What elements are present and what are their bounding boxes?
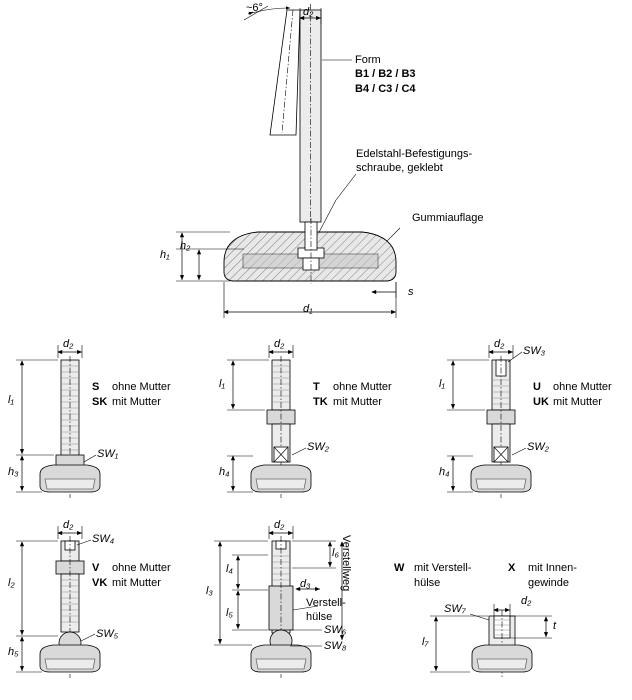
screw-note-line-2: schraube, geklebt [356,162,443,174]
v2-code-t-text: ohne Mutter [333,381,392,393]
screw-note-line-1: Edelstahl-Befestigungs- [356,148,473,160]
v1-l1-label: l₁ [8,394,14,406]
v2-code-tk: TK [313,396,328,408]
v5-l4-label: l₄ [226,563,233,575]
form-caption: Form [355,54,381,66]
h1-label: h₁ [160,249,170,261]
v3-d2-label: d₂ [494,338,505,350]
v1-code-sk: SK [92,396,108,408]
v4-code-v: V [92,562,100,574]
v1-code-s: S [92,381,100,393]
v5-l5-label: l₅ [226,607,233,619]
v6-code-x: X [508,562,516,574]
angle-label: ~6° [246,2,263,14]
v1-sw1-label: SW₁ [97,448,119,460]
d2-label-top: d₂ [303,6,314,18]
v5-d3-label: d₃ [300,578,311,590]
v2-code-tk-text: mit Mutter [333,396,382,408]
v6-l7-label: l₇ [422,636,429,648]
v2-code-t: T [313,381,320,393]
v4-sw5-label: SW₅ [96,628,119,640]
v3-l1-label: l₁ [439,378,445,390]
v3-h4-label: h₄ [439,466,450,478]
v2-l1-label: l₁ [219,378,225,390]
v1-code-s-text: ohne Mutter [112,381,171,393]
v1-d2-label: d₂ [63,338,74,350]
s-label: s [408,286,414,298]
v5-sw6-label: SW₆ [324,624,347,636]
v3-code-u-text: ohne Mutter [553,381,612,393]
v4-code-vk: VK [92,577,108,589]
v5-l6-label: l₆ [332,547,339,559]
form-line-2: B4 / C3 / C4 [355,83,416,95]
v5-l3-label: l₃ [206,585,213,597]
v4-code-vk-text: mit Mutter [112,577,161,589]
v2-d2-label: d₂ [274,338,285,350]
v3-code-uk: UK [533,396,549,408]
rubber-note: Gummiauflage [412,212,484,224]
v5-d2-label: d₂ [274,519,285,531]
travel-label: Verstellweg [340,535,352,592]
v3-sw2-label: SW₂ [527,441,549,453]
sleeve-note-line-2: hülse [306,611,333,623]
v6-t-label: t [553,620,557,632]
v6-code-x-text: mit Innen- [528,562,577,574]
v4-l2-label: l₂ [8,577,15,589]
v5-sw8-label: SW₈ [324,640,347,652]
sleeve-note-line-1: Verstell- [306,597,346,609]
v4-sw4-label: SW₄ [92,533,115,545]
v6-code-x-text2: gewinde [528,577,569,589]
v1-h3-label: h₃ [8,466,19,478]
v3-code-u: U [533,381,541,393]
h2-label: h₂ [180,240,191,252]
v3-code-uk-text: mit Mutter [553,396,602,408]
v1-code-sk-text: mit Mutter [112,396,161,408]
v5-code-w-text2: hülse [414,577,441,589]
v5-code-w-text: mit Verstell- [414,562,472,574]
v5-code-w: W [394,562,405,574]
form-line-1: B1 / B2 / B3 [355,68,416,80]
v2-sw2-label: SW₂ [307,441,329,453]
v4-d2-label: d₂ [63,519,74,531]
v3-sw3-label: SW₃ [523,345,546,357]
v4-code-v-text: ohne Mutter [112,562,171,574]
v4-h5-label: h₅ [8,646,19,658]
v2-h4-label: h₄ [219,466,230,478]
d1-label: d₁ [303,303,313,315]
v6-sw7-label: SW₇ [444,603,466,615]
v6-d2-label: d₂ [521,595,532,607]
